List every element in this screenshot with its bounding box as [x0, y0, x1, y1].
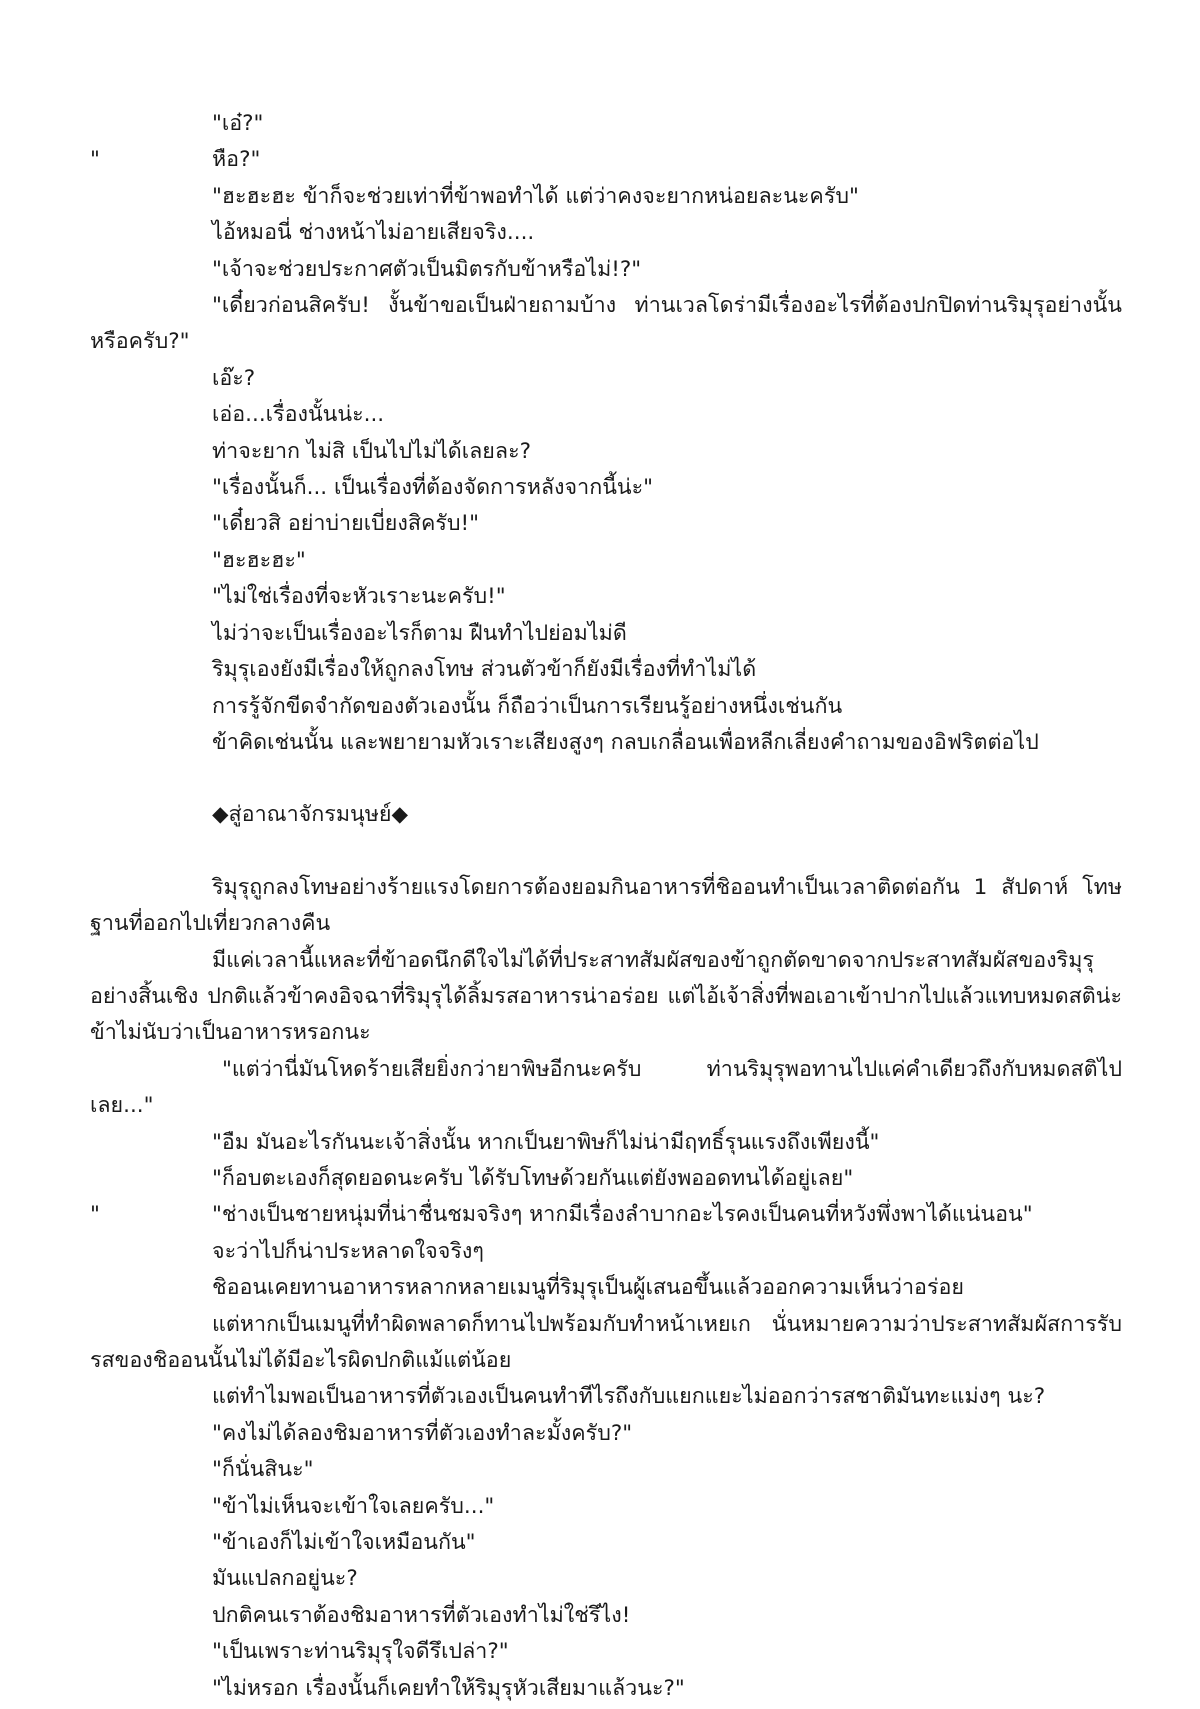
text-line: " หือ?" — [90, 142, 1122, 178]
text-line: "เอ๋?" — [212, 111, 264, 136]
blank-line — [90, 761, 1122, 797]
text-line: " "ช่างเป็นชายหนุ่มที่น่าชื่นชมจริงๆ หากมีเรื่องลำบากอะไรคงเป็นคนที่หวังพึ่งพาได้แน่นอน" — [90, 1197, 1122, 1233]
text-line: ชิออนเคยทานอาหารหลากหลายเมนูที่ริมุรุเป็นผู้เสนอขึ้นแล้วออกความเห็นว่าอร่อย — [212, 1275, 965, 1301]
text-line: มันแปลกอยู่นะ? — [212, 1566, 358, 1592]
text-line: "คงไม่ได้ลองชิมอาหารที่ตัวเองทำละมั้งครับ?" — [212, 1420, 633, 1446]
text-line: ข้าคิดเช่นนั้น และพยายามหัวเราะเสียงสูงๆ กลบเกลื่อนเพื่อหลีกเลี่ยงคำถามของอิฟริตต่อไป — [212, 729, 1039, 755]
text-line: "เดี๋ยวสิ อย่าบ่ายเบี่ยงสิครับ!" — [212, 511, 480, 537]
blank-line — [90, 834, 1122, 870]
text-line: แต่ทำไมพอเป็นอาหารที่ตัวเองเป็นคนทำทีไรถึงกับแยกแยะไม่ออกว่ารสชาติมันทะแม่งๆ นะ? — [212, 1384, 1046, 1410]
text-line: "เรื่องนั้นก็... เป็นเรื่องที่ต้องจัดการหลังจากนี้น่ะ" — [212, 475, 654, 501]
text-line: "ข้าไม่เห็นจะเข้าใจเลยครับ..." — [212, 1493, 495, 1519]
text-line: "ข้าเองก็ไม่เข้าใจเหมือนกัน" — [212, 1530, 476, 1556]
text-paragraph: "เดี๋ยวก่อนสิครับ! งั้นข้าขอเป็นฝ่ายถามบ้าง ท่านเวลโดร่ามีเรื่องอะไรที่ต้องปกปิดท่านริมุรุอย่างนั้นหรือครับ?" — [90, 293, 1122, 355]
text-line: "ก็อบตะเองก็สุดยอดนะครับ ได้รับโทษด้วยกันแต่ยังพออดทนได้อยู่เลย" — [212, 1165, 854, 1191]
text-line: "เป็นเพราะท่านริมุรุใจดีรึเปล่า?" — [212, 1639, 509, 1665]
text-line: ริมุรุเองยังมีเรื่องให้ถูกลงโทษ ส่วนตัวข้าก็ยังมีเรื่องที่ทำไม่ได้ — [212, 657, 757, 683]
text-line: "ฮะฮะฮะ ข้าก็จะช่วยเท่าที่ข้าพอทำได้ แต่ว่าคงจะยากหน่อยละนะครับ" — [212, 183, 859, 209]
text-paragraph: ริมุรุถูกลงโทษอย่างร้ายแรงโดยการต้องยอมกินอาหารที่ชิออนทำเป็นเวลาติดต่อกัน 1 สัปดาห์ โทษฐานที่ออกไปเที่ยวกลางคืน — [90, 874, 1122, 937]
text-line: "ไม่หรอก เรื่องนั้นก็เคยทำให้ริมุรุหัวเสียมาแล้วนะ?" — [212, 1675, 685, 1701]
text-line: "ก็นั่นสินะ" — [212, 1457, 314, 1483]
text-line: ปกติคนเราต้องชิมอาหารที่ตัวเองทำไม่ใช่รึไง! — [212, 1602, 631, 1628]
section-heading: ◆สู่อาณาจักรมนุษย์◆ — [212, 802, 408, 828]
text-line: การรู้จักขีดจำกัดของตัวเองนั้น ก็ถือว่าเป็นการเรียนรู้อย่างหนึ่งเช่นกัน — [212, 693, 843, 719]
text-line: เอ๊ะ? — [212, 365, 256, 391]
stray-quote-mark: " — [90, 1202, 100, 1228]
text-line: ไม่ว่าจะเป็นเรื่องอะไรก็ตาม ฝืนทำไปย่อมไม่ดี — [212, 620, 627, 646]
text-line: ท่าจะยาก ไม่สิ เป็นไปไม่ได้เลยละ? — [212, 438, 532, 464]
text-paragraph: แต่หากเป็นเมนูที่ทำผิดพลาดก็ทานไปพร้อมกับทำหน้าเหยเก นั่นหมายความว่าประสาทสัมผัสการรับรสของชิออนนั้นไม่ได้มีอะไรผิดปกติแม้แต่น้อย — [90, 1311, 1122, 1373]
text-line: "อืม มันอะไรกันนะเจ้าสิ่งนั้น หากเป็นยาพิษก็ไม่น่ามีฤทธิ์รุนแรงถึงเพียงนี้" — [212, 1129, 880, 1155]
text-line: "ไม่ใช่เรื่องที่จะหัวเราะนะครับ!" — [212, 584, 506, 610]
text-paragraph: มีแค่เวลานี้แหละที่ข้าอดนึกดีใจไม่ได้ที่ประสาทสัมผัสของข้าถูกตัดขาดจากประสาทสัมผัสของริมุรุอย่างสิ้นเชิง ปกติแล้วข้าคงอิจฉาที่ริมุรุได้ลิ้มรสอาหารน่าอร่อย แต่ไอ้เจ้าสิ่งที่พอเอาเข้าปากไปแล้วแทบหมดสติน่ะ ข้าไม่นับว่าเป็นอาหารหรอกนะ — [90, 947, 1122, 1046]
stray-quote-mark: " — [90, 147, 100, 173]
text-line: ไอ้หมอนี่ ช่างหน้าไม่อายเสียจริง.... — [212, 220, 535, 246]
text-line: เอ่อ...เรื่องนั้นน่ะ... — [212, 402, 385, 428]
text-paragraph: "แต่ว่านี่มันโหดร้ายเสียยิ่งกว่ายาพิษอีกนะครับ ท่านริมุรุพอทานไปแค่คำเดียวถึงกับหมดสติไปเลย..." — [90, 1056, 1122, 1119]
text-line: "ฮะฮะฮะ" — [212, 547, 306, 573]
text-line: "เจ้าจะช่วยประกาศตัวเป็นมิตรกับข้าหรือไม่!?" — [212, 256, 642, 282]
text-line: จะว่าไปก็น่าประหลาดใจจริงๆ — [212, 1238, 484, 1264]
